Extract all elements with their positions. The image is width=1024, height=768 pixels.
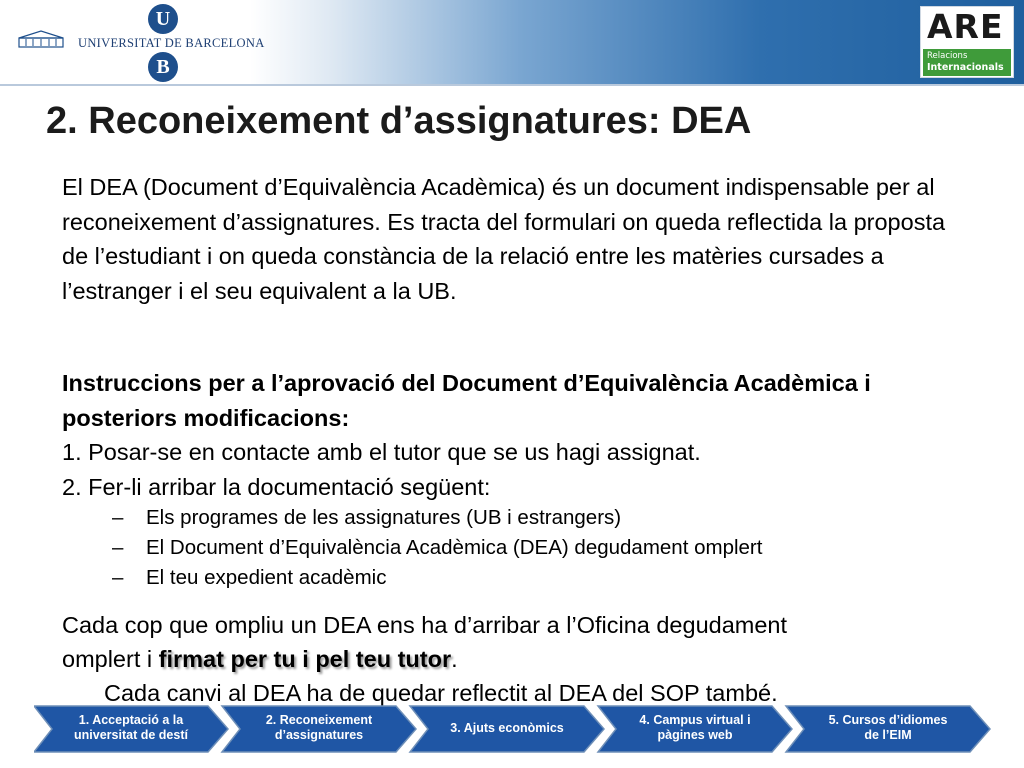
slide-title: 2. Reconeixement d’assignatures: DEA bbox=[46, 100, 752, 142]
are-logo-line2: Internacionals bbox=[927, 62, 1004, 73]
closing-pre: omplert i bbox=[62, 646, 159, 672]
signed-emphasis: firmat per tu i pel teu tutor bbox=[158, 646, 452, 672]
bullet-dash: – bbox=[112, 506, 124, 529]
section-navigation bbox=[34, 704, 994, 754]
bullet-dash: – bbox=[112, 536, 124, 559]
header-banner bbox=[0, 0, 1024, 86]
sop-note: Cada canvi al DEA ha de quedar reflectit al DEA del SOP també. bbox=[104, 680, 778, 706]
step-1: 1. Posar-se en contacte amb el tutor que se us hagi assignat. bbox=[62, 439, 701, 465]
ub-logo-b: B bbox=[148, 52, 178, 82]
list-item bbox=[112, 533, 762, 563]
documentation-list bbox=[112, 503, 762, 593]
nav-item-line2: universitat de destí bbox=[74, 728, 188, 742]
list-item-text: El teu expedient acadèmic bbox=[146, 566, 387, 589]
university-building-icon bbox=[18, 28, 64, 48]
nav-item-line2: d’assignatures bbox=[274, 728, 364, 742]
list-item bbox=[112, 503, 762, 533]
nav-item-line2: pàgines web bbox=[657, 728, 733, 742]
step-2: 2. Fer-li arribar la documentació següent: bbox=[62, 473, 491, 500]
are-logo-subtitle bbox=[923, 49, 1011, 76]
intro-text: El DEA (Document d’Equivalència Acadèmica) és un document indispensable per al reconeixement d’assignatures. Es tracta del formulari on queda reflectida la proposta de l’estudiant i on queda constància de la relació entre les matèries cursades a l’estranger i el seu equivalent a la UB. bbox=[62, 174, 946, 304]
list-item-text: El Document d’Equivalència Acadèmica (DEA) degudament omplert bbox=[146, 536, 763, 559]
intro-paragraph bbox=[62, 170, 952, 308]
nav-item-line1: 1. Acceptació a la bbox=[78, 713, 184, 727]
closing-line-1: Cada cop que ompliu un DEA ens ha d’arribar a l’Oficina degudament bbox=[62, 612, 788, 638]
closing-post: . bbox=[451, 646, 458, 672]
are-logo-title: ARE bbox=[927, 7, 1004, 46]
ub-logo-u: U bbox=[148, 4, 178, 34]
are-logo-line1: Relacions bbox=[927, 51, 968, 61]
instructions-heading: Instruccions per a l’aprovació del Document d’Equivalència Acadèmica i posteriors modificacions: bbox=[62, 370, 871, 431]
nav-item-reconeixement[interactable] bbox=[240, 704, 398, 752]
nav-item-line1: 2. Reconeixement bbox=[265, 713, 373, 727]
nav-item-campus[interactable] bbox=[616, 704, 774, 752]
nav-item-acceptacio[interactable] bbox=[52, 704, 210, 752]
list-item-text: Els programes de les assignatures (UB i estrangers) bbox=[146, 506, 622, 529]
nav-item-line1: 3. Ajuts econòmics bbox=[450, 720, 564, 735]
nav-item-ajuts[interactable] bbox=[428, 704, 586, 752]
list-item bbox=[112, 563, 762, 593]
closing-line-2 bbox=[62, 642, 962, 676]
closing-note bbox=[62, 608, 962, 676]
nav-item-line1: 4. Campus virtual i bbox=[639, 713, 751, 727]
nav-item-line2: de l’EIM bbox=[864, 728, 912, 742]
nav-item-cursos[interactable] bbox=[804, 704, 972, 752]
nav-item-line1: 5. Cursos d’idiomes bbox=[828, 713, 948, 727]
bullet-dash: – bbox=[112, 566, 124, 589]
instructions-block bbox=[62, 366, 952, 504]
are-logo bbox=[920, 6, 1014, 78]
university-name: UNIVERSITAT DE BARCELONA bbox=[78, 36, 265, 50]
